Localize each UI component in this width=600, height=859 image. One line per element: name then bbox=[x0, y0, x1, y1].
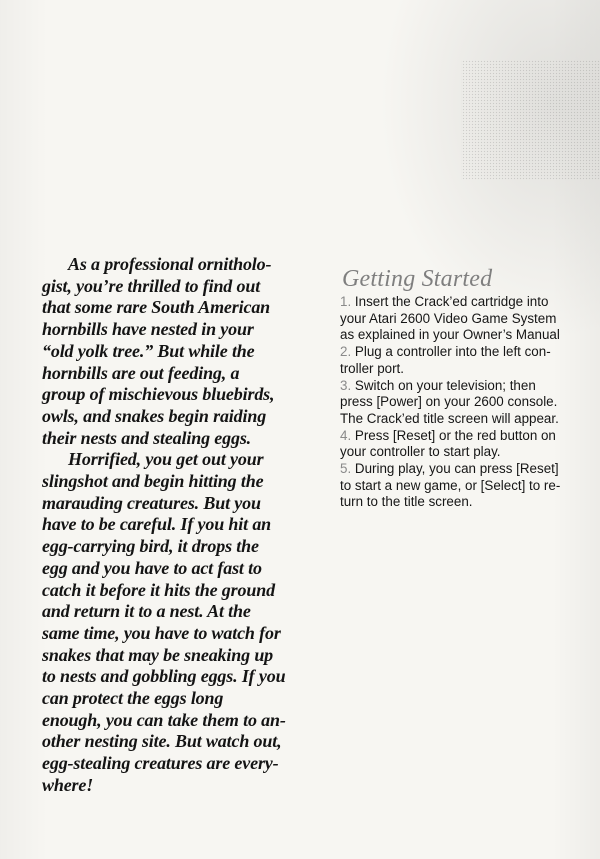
step-line: turn to the title screen. bbox=[340, 494, 473, 510]
story-line: same time, you have to watch for bbox=[42, 622, 281, 643]
story-line: catch it before it hits the ground bbox=[42, 579, 275, 600]
step-text: Insert the Crack’ed cartridge into bbox=[354, 294, 549, 309]
story-line: As a professional ornitholo- bbox=[68, 254, 272, 274]
step-number: 3. bbox=[340, 377, 352, 393]
step-line: press [Power] on your 2600 console. bbox=[340, 394, 558, 410]
paper-stain bbox=[461, 60, 600, 180]
story-line: and return it to a nest. At the bbox=[42, 601, 251, 622]
step-number: 2. bbox=[340, 344, 352, 360]
story-line: group of mischievous bluebirds, bbox=[42, 384, 275, 405]
story-line: hornbills are out feeding, a bbox=[42, 362, 240, 383]
step-text: Switch on your television; then bbox=[354, 377, 536, 393]
story-line: that some rare South American bbox=[42, 297, 271, 318]
story-line: where! bbox=[42, 774, 94, 795]
story-line: hornbills have nested in your bbox=[42, 319, 254, 340]
story-line: marauding creatures. But you bbox=[42, 492, 261, 513]
step-line: to start a new game, or [Select] to re- bbox=[340, 477, 561, 493]
step-2 bbox=[340, 344, 595, 377]
step-text: During play, you can press [Reset] bbox=[354, 461, 559, 477]
story-line: egg-stealing creatures are every- bbox=[42, 753, 279, 774]
steps-list bbox=[340, 294, 595, 511]
story-line: other nesting site. But watch out, bbox=[42, 731, 282, 752]
step-line: your Atari 2600 Video Game System bbox=[340, 310, 557, 326]
step-line bbox=[340, 294, 595, 311]
step-3 bbox=[340, 378, 595, 428]
story-line: owls, and snakes begin raiding bbox=[42, 405, 267, 426]
step-line: troller port. bbox=[340, 360, 404, 376]
story-line: enough, you can take them to an- bbox=[42, 709, 286, 730]
story-line: to nests and gobbling eggs. If you bbox=[42, 666, 286, 687]
step-number: 5. bbox=[340, 461, 352, 477]
step-text: Press [Reset] or the red button on bbox=[354, 427, 556, 443]
step-5 bbox=[340, 461, 595, 511]
story-line: slingshot and begin hitting the bbox=[42, 471, 264, 492]
step-line bbox=[340, 428, 595, 445]
story-line: their nests and stealing eggs. bbox=[42, 427, 252, 448]
story-paragraph-1 bbox=[42, 254, 312, 449]
step-line bbox=[340, 344, 595, 361]
step-line bbox=[340, 378, 595, 395]
step-text: Plug a controller into the left con- bbox=[354, 344, 551, 360]
story-column bbox=[42, 254, 312, 797]
story-line: “old yolk tree.” But while the bbox=[42, 340, 255, 361]
story-line: can protect the eggs long bbox=[42, 688, 224, 709]
section-title: Getting Started bbox=[342, 266, 493, 292]
step-number: 4. bbox=[340, 427, 352, 443]
step-number: 1. bbox=[340, 294, 352, 309]
step-line: your controller to start play. bbox=[340, 444, 501, 460]
step-line bbox=[340, 461, 595, 478]
step-4 bbox=[340, 428, 595, 461]
step-line: The Crack’ed title screen will appear. bbox=[340, 410, 559, 426]
step-line: as explained in your Owner’s Manual bbox=[340, 327, 560, 343]
story-line: snakes that may be sneaking up bbox=[42, 644, 274, 665]
story-line: egg-carrying bird, it drops the bbox=[42, 536, 259, 557]
step-1 bbox=[340, 294, 595, 344]
story-line: Horrified, you get out your bbox=[68, 449, 264, 470]
story-line: have to be careful. If you hit an bbox=[42, 514, 272, 535]
story-line: gist, you’re thrilled to find out bbox=[42, 275, 261, 296]
story-line: egg and you have to act fast to bbox=[42, 557, 262, 578]
story-paragraph-2 bbox=[42, 449, 312, 796]
getting-started-section bbox=[340, 266, 595, 511]
